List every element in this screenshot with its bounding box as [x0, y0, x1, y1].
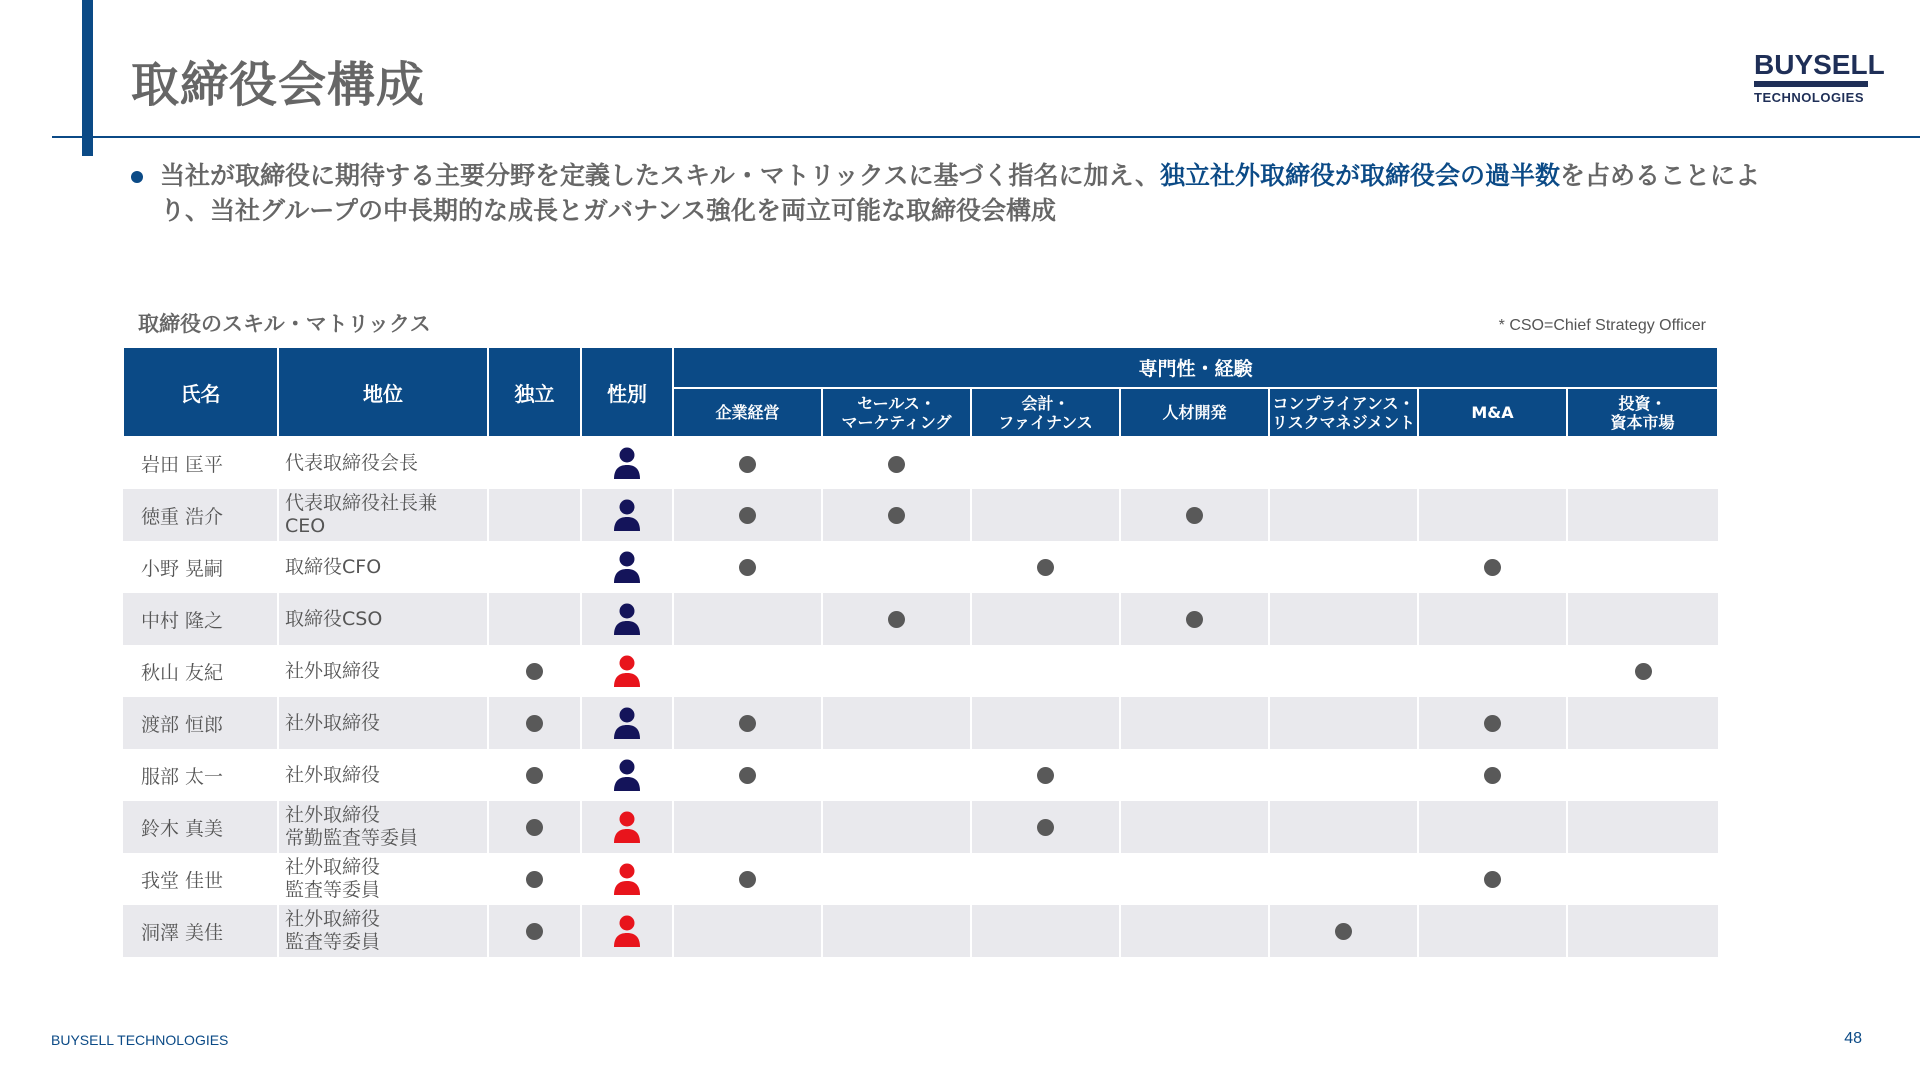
- table-row: [123, 645, 1718, 697]
- header-expertise-group: 専門性・経験: [673, 347, 1718, 388]
- skill-mark-icon: [1037, 559, 1054, 576]
- summary-highlight: 独立社外取締役が取締役会の過半数: [1160, 161, 1561, 190]
- male-person-icon: [612, 707, 642, 740]
- skill-cell-2: [822, 593, 971, 645]
- skill-mark-icon: [888, 507, 905, 524]
- independent-mark-icon: [526, 715, 543, 732]
- text-line: 企業経営: [715, 403, 780, 422]
- skill-cell-2: [822, 697, 971, 749]
- director-role: [278, 853, 488, 905]
- skill-cell-3: [971, 801, 1120, 853]
- header-divider: [52, 136, 1920, 138]
- gender-cell: [581, 801, 673, 853]
- skill-cell-2: [822, 853, 971, 905]
- logo-band: [1754, 81, 1868, 87]
- gender-cell: [581, 541, 673, 593]
- skill-cell-1: [673, 645, 822, 697]
- female-person-icon: [612, 655, 642, 688]
- role-line: 常勤監査等委員: [285, 827, 419, 849]
- skill-mark-icon: [739, 715, 756, 732]
- gender-cell: [581, 437, 673, 489]
- header-skill-2: [822, 388, 971, 437]
- text-line: マーケティング: [841, 412, 952, 432]
- role-line: 社外取締役: [285, 856, 381, 878]
- skill-cell-5: [1269, 593, 1418, 645]
- gender-cell: [581, 593, 673, 645]
- skill-cell-6: [1418, 801, 1567, 853]
- summary-text-part1: 当社が取締役に期待する主要分野を定義したスキル・マトリックスに基づく指名に加え、: [160, 161, 1161, 190]
- skill-cell-1: [673, 697, 822, 749]
- skill-mark-icon: [1484, 871, 1501, 888]
- text-line: 会計・: [1021, 393, 1070, 413]
- gender-cell: [581, 749, 673, 801]
- role-line: 社外取締役: [285, 908, 381, 930]
- skill-cell-6: [1418, 593, 1567, 645]
- skill-cell-6: [1418, 905, 1567, 957]
- skill-cell-1: [673, 801, 822, 853]
- skill-cell-3: [971, 437, 1120, 489]
- skill-cell-5: [1269, 853, 1418, 905]
- female-person-icon: [612, 811, 642, 844]
- female-person-icon: [612, 915, 642, 948]
- director-role: [278, 697, 488, 749]
- header-row-top: [123, 347, 1718, 388]
- header-accent-bar: [82, 0, 93, 156]
- gender-cell: [581, 489, 673, 541]
- table-row: [123, 489, 1718, 541]
- skill-cell-2: [822, 541, 971, 593]
- bullet-dot-icon: [131, 171, 143, 183]
- footnote: * CSO=Chief Strategy Officer: [1498, 317, 1706, 334]
- skill-cell-3: [971, 749, 1120, 801]
- summary-text-part2: を占めることにより、当社グループの中長期的な成長とガバナンス強化を両立可能な取締役会構成: [160, 161, 1761, 225]
- table-row: [123, 697, 1718, 749]
- gender-cell: [581, 645, 673, 697]
- skill-cell-1: [673, 437, 822, 489]
- director-role: [278, 645, 488, 697]
- skill-cell-7: [1567, 645, 1718, 697]
- skill-mark-icon: [1335, 923, 1352, 940]
- director-role: [278, 749, 488, 801]
- director-name: 服部 太一: [141, 765, 224, 788]
- header-skill-1: [673, 388, 822, 437]
- header-skill-3: [971, 388, 1120, 437]
- skill-mark-icon: [1484, 715, 1501, 732]
- header-role: 地位: [278, 347, 488, 437]
- director-name: 中村 隆之: [123, 593, 278, 645]
- independent-cell: [488, 801, 581, 853]
- text-line: 資本市場: [1610, 412, 1675, 432]
- skill-cell-4: [1120, 853, 1269, 905]
- skill-cell-7: [1567, 697, 1718, 749]
- director-role: [278, 905, 488, 957]
- skill-cell-2: [822, 749, 971, 801]
- table-row: [123, 437, 1718, 489]
- independent-mark-icon: [526, 871, 543, 888]
- skill-cell-5: [1269, 541, 1418, 593]
- skill-cell-2: [822, 801, 971, 853]
- skill-cell-6: [1418, 645, 1567, 697]
- independent-mark-icon: [526, 819, 543, 836]
- skill-cell-4: [1120, 801, 1269, 853]
- table-row: [123, 593, 1718, 645]
- text-line: 投資・: [1618, 393, 1667, 413]
- skill-cell-3: [971, 593, 1120, 645]
- role-line: 代表取締役社長兼: [285, 492, 438, 514]
- table-row: [123, 749, 1718, 801]
- skill-cell-3: [971, 853, 1120, 905]
- male-person-icon: [612, 759, 642, 792]
- summary-bullet: [160, 158, 1800, 228]
- skill-mark-icon: [1484, 767, 1501, 784]
- independent-mark-icon: [526, 767, 543, 784]
- skill-matrix-body: [123, 437, 1718, 957]
- skill-mark-icon: [888, 611, 905, 628]
- director-role: [278, 489, 488, 541]
- skill-cell-4: [1120, 905, 1269, 957]
- company-logo: [1754, 49, 1885, 105]
- skill-cell-4: [1120, 593, 1269, 645]
- independent-cell: [488, 437, 581, 489]
- skill-mark-icon: [1484, 559, 1501, 576]
- skill-cell-7: [1567, 593, 1718, 645]
- skill-cell-6: [1418, 489, 1567, 541]
- independent-cell: [488, 853, 581, 905]
- gender-cell: [581, 853, 673, 905]
- logo-wordmark-top: BUYSELL: [1754, 49, 1885, 80]
- skill-matrix-title: 取締役のスキル・マトリックス: [138, 312, 431, 336]
- logo-wordmark-bottom: TECHNOLOGIES: [1754, 90, 1865, 105]
- male-person-icon: [612, 551, 642, 584]
- skill-cell-7: [1567, 801, 1718, 853]
- header-skill-6: [1418, 388, 1567, 437]
- skill-cell-3: [971, 541, 1120, 593]
- page-title: 取締役会構成: [131, 57, 426, 113]
- skill-mark-icon: [1186, 611, 1203, 628]
- footer-brand: BUYSELL TECHNOLOGIES: [51, 1032, 229, 1048]
- role-line: 監査等委員: [285, 879, 381, 901]
- director-role: [278, 437, 488, 489]
- text-line: 人材開発: [1162, 403, 1227, 422]
- skill-cell-2: [822, 905, 971, 957]
- director-role: [278, 801, 488, 853]
- skill-mark-icon: [739, 559, 756, 576]
- header-skill-7: [1567, 388, 1718, 437]
- director-name: 洞澤 美佳: [123, 905, 278, 957]
- header-skill-5: [1269, 388, 1418, 437]
- skill-cell-4: [1120, 645, 1269, 697]
- role-line: 取締役CSO: [285, 607, 383, 630]
- skill-cell-5: [1269, 697, 1418, 749]
- skill-mark-icon: [739, 767, 756, 784]
- director-name: 徳重 浩介: [123, 489, 278, 541]
- independent-cell: [488, 645, 581, 697]
- director-role: [278, 541, 488, 593]
- table-row: [123, 801, 1718, 853]
- text-line: M&A: [1471, 403, 1514, 422]
- skill-cell-7: [1567, 905, 1718, 957]
- table-row: [123, 541, 1718, 593]
- text-line: ファイナンス: [998, 412, 1093, 432]
- director-role: [278, 593, 488, 645]
- skill-cell-1: [673, 853, 822, 905]
- male-person-icon: [612, 447, 642, 480]
- role-line: 社外取締役: [285, 711, 381, 734]
- skill-cell-3: [971, 697, 1120, 749]
- role-line: 社外取締役: [285, 659, 381, 682]
- skill-cell-1: [673, 905, 822, 957]
- skill-cell-1: [673, 489, 822, 541]
- skill-mark-icon: [1186, 507, 1203, 524]
- skill-cell-3: [971, 489, 1120, 541]
- skill-cell-5: [1269, 749, 1418, 801]
- page-number: 48: [1844, 1030, 1862, 1047]
- skill-cell-2: [822, 489, 971, 541]
- role-line: 社外取締役: [285, 763, 381, 786]
- skill-cell-7: [1567, 437, 1718, 489]
- header-name: 氏名: [123, 347, 278, 437]
- skill-cell-1: [673, 749, 822, 801]
- independent-cell: [488, 593, 581, 645]
- text-line: セールス・: [857, 393, 936, 413]
- independent-cell: [488, 489, 581, 541]
- skill-cell-6: [1418, 697, 1567, 749]
- skill-mark-icon: [739, 456, 756, 473]
- independent-cell: [488, 905, 581, 957]
- skill-cell-5: [1269, 489, 1418, 541]
- independent-cell: [488, 541, 581, 593]
- director-name: 小野 晃嗣: [141, 557, 224, 580]
- female-person-icon: [612, 863, 642, 896]
- text-line: リスクマネジメント: [1271, 412, 1416, 432]
- role-line: 社外取締役: [285, 804, 381, 826]
- skill-mark-icon: [1635, 663, 1652, 680]
- role-line: 監査等委員: [285, 931, 381, 953]
- skill-cell-7: [1567, 749, 1718, 801]
- director-name: 渡部 恒郎: [123, 697, 278, 749]
- skill-cell-4: [1120, 697, 1269, 749]
- header-independent: 独立: [488, 347, 581, 437]
- table-row: [123, 905, 1718, 957]
- skill-cell-4: [1120, 489, 1269, 541]
- skill-cell-7: [1567, 853, 1718, 905]
- independent-mark-icon: [526, 663, 543, 680]
- independent-cell: [488, 697, 581, 749]
- skill-cell-7: [1567, 489, 1718, 541]
- skill-cell-4: [1120, 437, 1269, 489]
- role-line: 取締役CFO: [285, 555, 382, 578]
- skill-cell-5: [1269, 905, 1418, 957]
- text-line: コンプライアンス・: [1272, 393, 1415, 413]
- director-name: 我堂 佳世: [141, 869, 224, 892]
- skill-cell-1: [673, 593, 822, 645]
- header-gender: 性別: [581, 347, 673, 437]
- skill-cell-1: [673, 541, 822, 593]
- table-row: [123, 853, 1718, 905]
- skill-cell-5: [1269, 645, 1418, 697]
- director-name: 岩田 匡平: [141, 454, 224, 476]
- skill-cell-5: [1269, 437, 1418, 489]
- skill-cell-6: [1418, 541, 1567, 593]
- independent-mark-icon: [526, 923, 543, 940]
- director-name: 秋山 友紀: [141, 661, 224, 684]
- skill-cell-4: [1120, 541, 1269, 593]
- skill-cell-6: [1418, 749, 1567, 801]
- skill-cell-4: [1120, 749, 1269, 801]
- male-person-icon: [612, 603, 642, 636]
- skill-mark-icon: [1037, 819, 1054, 836]
- role-line: CEO: [285, 515, 326, 537]
- skill-matrix-table: [122, 346, 1719, 957]
- skill-cell-2: [822, 437, 971, 489]
- skill-cell-7: [1567, 541, 1718, 593]
- skill-cell-5: [1269, 801, 1418, 853]
- role-line: 代表取締役会長: [285, 452, 419, 474]
- skill-mark-icon: [739, 871, 756, 888]
- independent-cell: [488, 749, 581, 801]
- skill-cell-3: [971, 645, 1120, 697]
- gender-cell: [581, 905, 673, 957]
- skill-mark-icon: [1037, 767, 1054, 784]
- header-skill-4: [1120, 388, 1269, 437]
- director-name: 鈴木 真美: [123, 801, 278, 853]
- skill-mark-icon: [739, 507, 756, 524]
- skill-cell-6: [1418, 853, 1567, 905]
- male-person-icon: [612, 499, 642, 532]
- skill-cell-3: [971, 905, 1120, 957]
- skill-mark-icon: [888, 456, 905, 473]
- skill-cell-6: [1418, 437, 1567, 489]
- gender-cell: [581, 697, 673, 749]
- skill-cell-2: [822, 645, 971, 697]
